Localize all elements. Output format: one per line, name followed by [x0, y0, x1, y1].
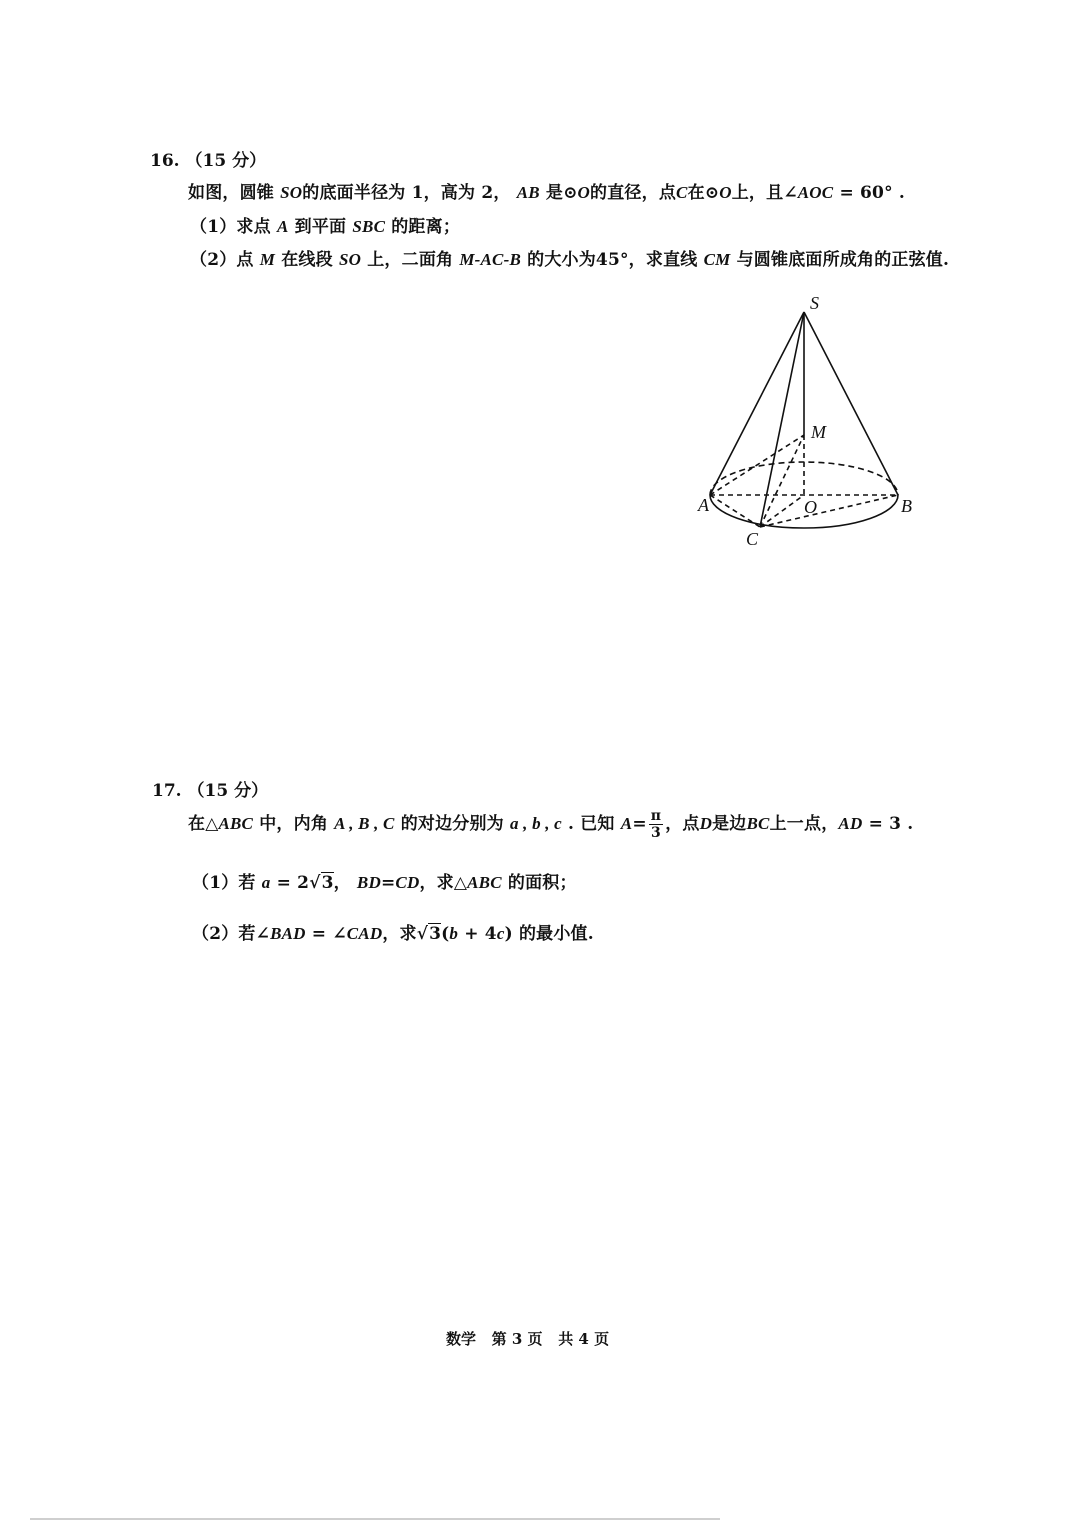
sqrt-symbol: √ — [309, 873, 321, 893]
label-O: O — [804, 497, 817, 517]
q16-number: 16. — [150, 151, 180, 171]
q17-part1-text: 的面积； — [507, 873, 577, 893]
q17-stem-text: ，点 — [665, 814, 700, 834]
q16-stem-text: 的直径，点 — [590, 183, 677, 203]
q17-math-b: b — [449, 924, 459, 943]
q17-stem-text: 上一点， — [769, 814, 839, 834]
edge-SA — [710, 312, 804, 495]
q16-stem-text: 上，且∠ — [731, 183, 798, 203]
q16-part2-text: 与圆锥底面所成角的正弦值. — [736, 250, 950, 270]
q17-part2-text: （2）若∠ — [192, 924, 271, 944]
q16-math-M: M — [259, 250, 276, 269]
q17-math-sides: a , b , c — [510, 814, 562, 833]
q17-stem — [188, 808, 913, 841]
q17-math-a: a — [261, 873, 271, 892]
q17-fraction-pi-over-3 — [649, 808, 663, 841]
q17-math-BAD: BAD — [270, 924, 306, 943]
q17-math-BD: BD — [356, 873, 381, 892]
q16-math-A: A — [276, 217, 289, 236]
q16-stem-text: 如图，圆锥 — [188, 183, 274, 203]
q17-math-CAD: CAD — [346, 924, 383, 943]
q17-fraction-numerator: π — [650, 808, 662, 824]
q17-math-eq-angle: = ∠ — [311, 924, 347, 944]
q17-math-c: c — [496, 924, 505, 943]
q16-math-O: O — [577, 183, 591, 202]
segment-AM — [710, 435, 804, 495]
q17-stem-text: 是边 — [712, 814, 747, 834]
q17-points: （15 分） — [187, 781, 269, 801]
bottom-divider — [30, 1518, 720, 1520]
q17-math-BC: BC — [746, 814, 770, 833]
q17-sqrt-radicand: 3 — [321, 873, 334, 893]
q16-math-SO: SO — [280, 183, 303, 202]
q16-part2-text: 上，二面角 — [367, 250, 454, 270]
q16-stem — [188, 178, 905, 203]
q17-math-eq-2: = 2 — [276, 873, 310, 893]
q16-part2 — [190, 245, 949, 270]
label-C: C — [746, 529, 759, 549]
q17-math-CD: CD — [395, 873, 420, 892]
q16-math-SO: SO — [338, 250, 362, 269]
q16-math-AB: AB — [516, 183, 540, 202]
q17-stem-text: = 3 . — [868, 814, 914, 834]
q16-part1-text: 的距离； — [391, 217, 461, 237]
label-M: M — [811, 422, 826, 442]
q17-part1 — [192, 868, 577, 893]
q16-math-O: O — [719, 183, 732, 202]
q17-math-ABC: ABC — [218, 814, 254, 833]
q17-fraction-denominator: 3 — [651, 825, 661, 841]
q17-math-eq: = — [632, 814, 647, 834]
q16-stem-text: 在⊙ — [687, 183, 720, 203]
q16-part1-text: 到平面 — [294, 217, 347, 237]
q17-math-plus-4: + 4 — [464, 924, 497, 944]
q17-math-D: D — [699, 814, 713, 833]
q17-part2-text: 的最小值. — [518, 924, 594, 944]
q17-sqrt-radicand: 3 — [429, 924, 442, 944]
page-footer: 数学 第 3 页 共 4 页 — [446, 1330, 610, 1348]
q16-stem-text: 是⊙ — [545, 183, 578, 203]
q17-math-AD: AD — [838, 814, 863, 833]
label-A: A — [698, 495, 709, 515]
q17-math-ABC: ABC — [467, 873, 502, 892]
q17-part1-text: （1）若 — [192, 873, 256, 893]
q16-math-MACB: M-AC-B — [459, 250, 521, 269]
label-S: S — [810, 293, 819, 313]
q17-math-eq: = — [380, 873, 396, 893]
q16-math-C: C — [676, 183, 688, 202]
edge-SB — [804, 312, 898, 495]
q16-part1-text: （1）求点 — [190, 217, 271, 237]
q17-part1-text: ， — [333, 873, 351, 893]
q17-math-A: A — [620, 814, 633, 833]
q16-math-AOC: AOC — [797, 183, 834, 202]
q17-math-angles: A , B , C — [334, 814, 395, 833]
q17-header — [152, 776, 268, 801]
q16-header — [150, 146, 266, 171]
q17-part2-text: ，求 — [382, 924, 417, 944]
q16-stem-text: = 60° . — [839, 183, 906, 203]
q17-part1-text: ，求△ — [419, 873, 468, 893]
q17-stem-text: 在△ — [188, 814, 219, 834]
cone-figure — [690, 285, 930, 555]
q16-stem-text: 的底面半径为 1，高为 2， — [302, 183, 511, 203]
q16-part1 — [190, 212, 460, 237]
q16-math-CM: CM — [703, 250, 731, 269]
q17-number: 17. — [152, 781, 182, 801]
q17-stem-text: . 已知 — [568, 814, 615, 834]
q17-stem-text: 的对边分别为 — [400, 814, 504, 834]
q17-paren-close: ) — [504, 924, 513, 944]
sqrt-symbol: √ — [416, 924, 429, 944]
q16-math-SBC: SBC — [352, 217, 386, 236]
q17-paren-open: ( — [441, 924, 450, 944]
segment-CB — [760, 495, 898, 527]
label-B: B — [901, 496, 912, 516]
q16-points: （15 分） — [185, 151, 267, 171]
q16-part2-text: 在线段 — [281, 250, 333, 270]
q17-part2 — [192, 919, 594, 944]
q16-part2-text: （2）点 — [190, 250, 254, 270]
q16-part2-text: 的大小为45°，求直线 — [527, 250, 698, 270]
q17-stem-text: 中，内角 — [259, 814, 329, 834]
